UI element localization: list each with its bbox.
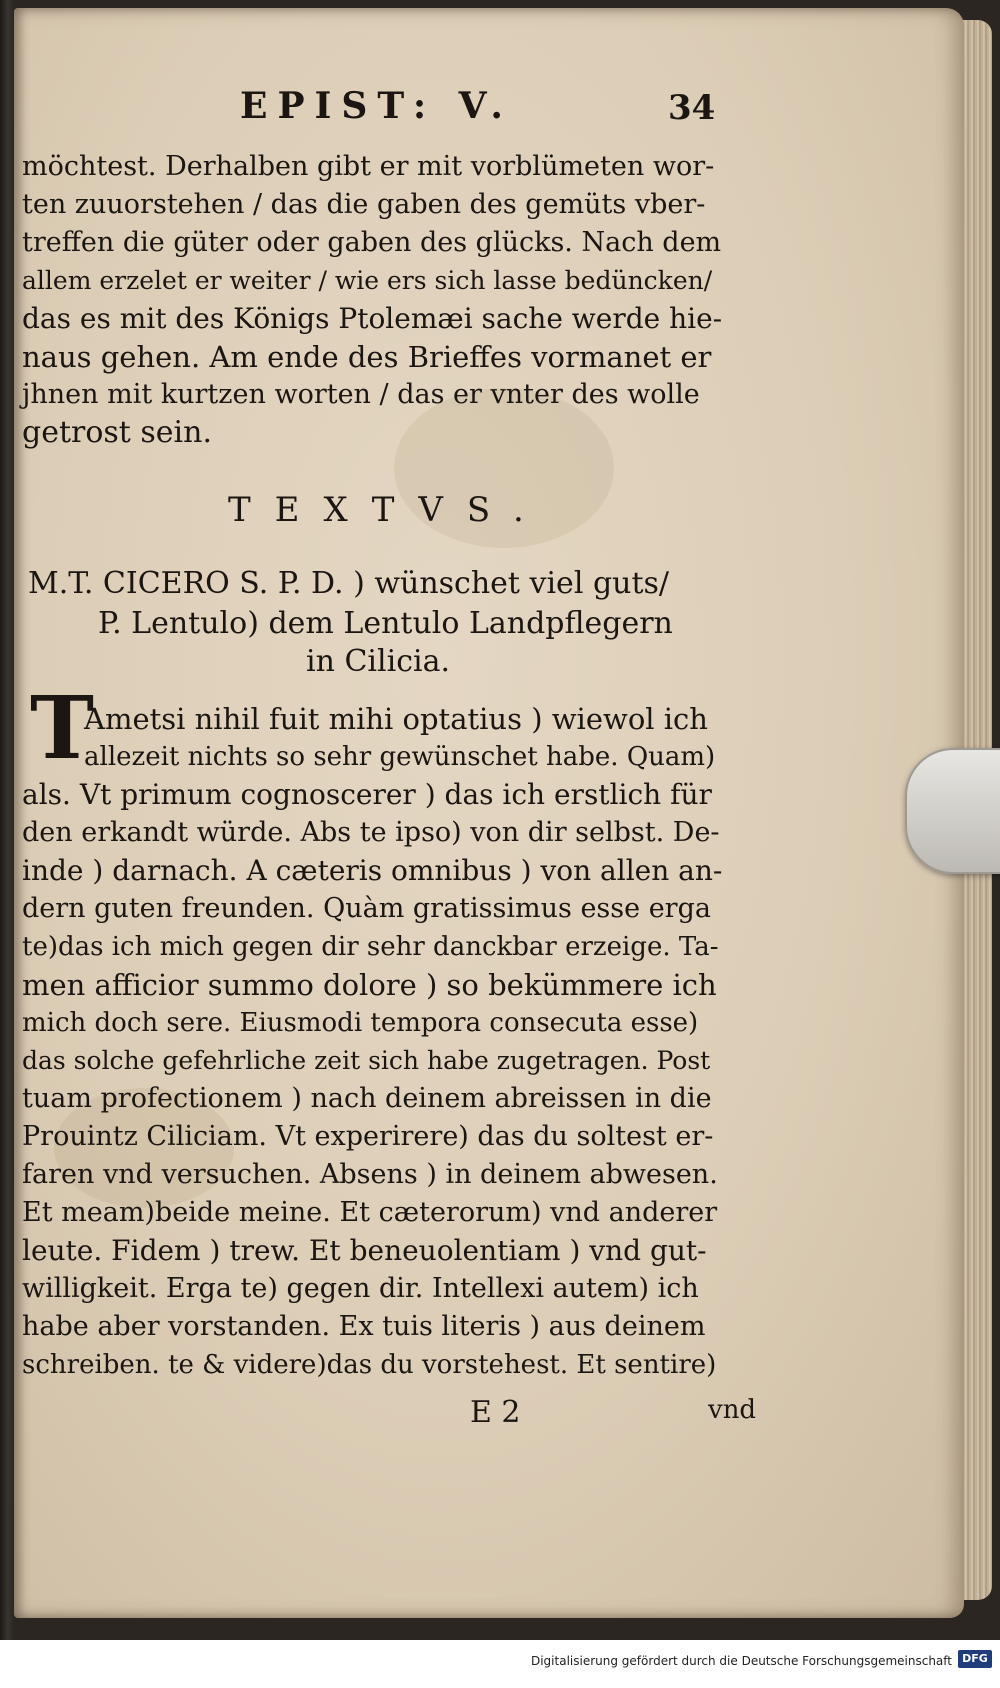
text-line: Ametsi nihil fuit mihi optatius ) wiewol ich <box>84 702 708 736</box>
intro-line: naus gehen. Am ende des Brieffes vormanet er <box>22 340 712 374</box>
text-line: habe aber vorstanden. Ex tuis literis ) aus deinem <box>22 1311 706 1342</box>
catchword: vnd <box>708 1395 757 1425</box>
dfg-logo-icon: DFG <box>958 1650 992 1668</box>
text-line: das solche gefehrliche zeit sich habe zugetragen. Post <box>22 1046 711 1075</box>
salutation-line: in Cilicia. <box>306 644 451 679</box>
text-line: te)das ich mich gegen dir sehr danckbar erzeige. Ta- <box>22 932 719 962</box>
footer-credit: Digitalisierung gefördert durch die Deutsche Forschungsgemeinschaft <box>530 1654 952 1668</box>
running-title: EPIST: V. <box>240 85 513 127</box>
text-line: leute. Fidem ) trew. Et beneuolentiam ) vnd gut- <box>22 1234 707 1267</box>
footer-bar <box>0 1640 1000 1688</box>
text-line: men afficior summo dolore ) so bekümmere ich <box>22 968 717 1002</box>
intro-line: allem erzelet er weiter / wie ers sich lasse bedüncken/ <box>22 266 713 295</box>
text-line: als. Vt primum cognoscerer ) das ich erstlich für <box>22 778 712 811</box>
section-title: TEXTVS. <box>228 490 548 530</box>
drop-cap: T <box>30 678 94 779</box>
intro-line: möchtest. Derhalben gibt er mit vorblümeten wor- <box>22 151 715 182</box>
text-line: willigkeit. Erga te) gegen dir. Intellexi autem) ich <box>22 1273 699 1304</box>
text-line: Et meam)beide meine. Et cæterorum) vnd anderer <box>22 1197 718 1228</box>
salutation-line: M.T. CICERO S. P. D. ) wünschet viel guts/ <box>28 566 670 601</box>
text-line: dern guten freunden. Quàm gratissimus esse erga <box>22 893 711 924</box>
intro-line: treffen die güter oder gaben des glücks. Nach dem <box>22 227 722 258</box>
intro-line: das es mit des Königs Ptolemæi sache werde hie- <box>22 302 723 335</box>
text-line: inde ) darnach. A cæteris omnibus ) von allen an- <box>22 854 723 887</box>
page-clip-tab <box>905 748 1000 874</box>
text-line: allezeit nichts so sehr gewünschet habe. Quam) <box>84 742 716 772</box>
text-line: den erkandt würde. Abs te ipso) von dir selbst. De- <box>22 817 720 848</box>
text-line: Prouintz Ciliciam. Vt experirere) das du soltest er- <box>22 1121 714 1152</box>
intro-line: getrost sein. <box>22 415 213 450</box>
text-line: faren vnd versuchen. Absens ) in deinem abwesen. <box>22 1159 718 1190</box>
intro-line: ten zuuorstehen / das die gaben des gemüts vber- <box>22 189 706 220</box>
text-line: schreiben. te & videre)das du vorstehest. Et sentire) <box>22 1350 717 1380</box>
text-line: tuam profectionem ) nach deinem abreissen in die <box>22 1083 712 1114</box>
signature-mark: E 2 <box>470 1395 521 1430</box>
salutation-line: P. Lentulo) dem Lentulo Landpflegern <box>98 606 673 641</box>
intro-line: jhnen mit kurtzen worten / das er vnter des wolle <box>22 379 700 410</box>
text-line: mich doch sere. Eiusmodi tempora consecuta esse) <box>22 1008 699 1038</box>
page-number: 34 <box>668 88 716 128</box>
